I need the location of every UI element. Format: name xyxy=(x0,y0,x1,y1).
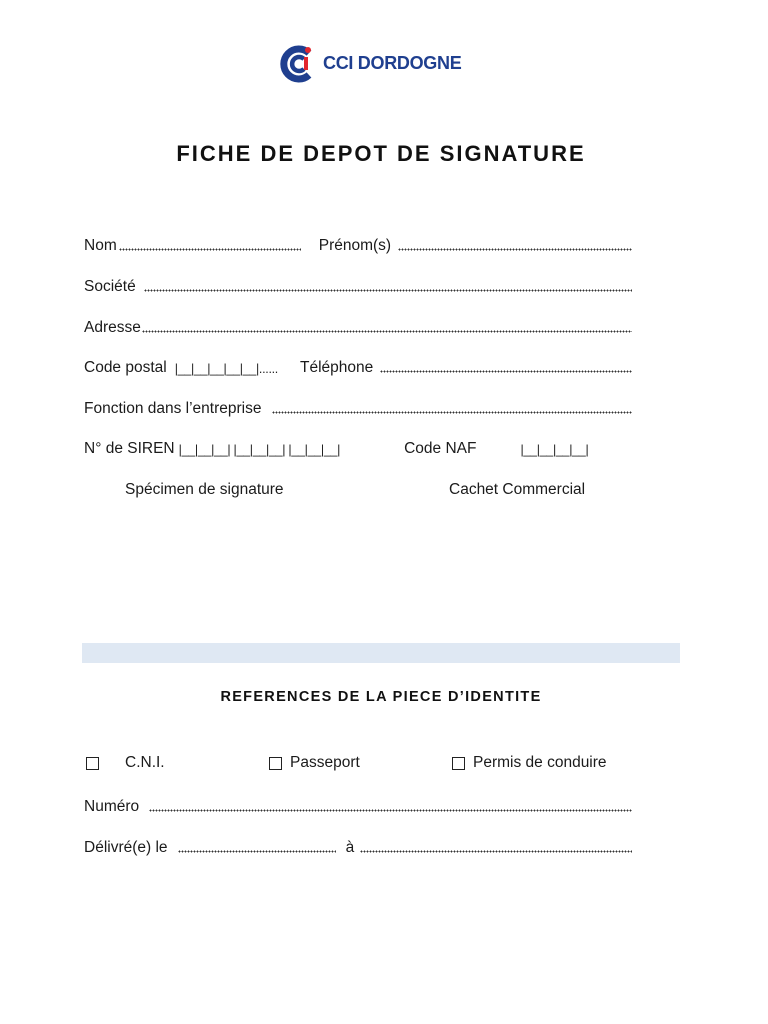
code-postal-label: Code postal xyxy=(84,359,167,376)
telephone-label: Téléphone xyxy=(299,359,374,376)
adresse-label: Adresse xyxy=(84,319,141,336)
section-divider-band xyxy=(82,643,680,663)
siren-row xyxy=(84,438,632,458)
cni-label: C.N.I. xyxy=(125,754,165,771)
passeport-label: Passeport xyxy=(290,754,360,771)
identity-section-title: REFERENCES DE LA PIECE D’IDENTITE xyxy=(220,689,542,705)
option-permis[interactable] xyxy=(452,754,607,772)
delivre-date-field[interactable] xyxy=(178,850,336,853)
code-postal-field[interactable]: |__|__|__|__|__|...... xyxy=(174,362,278,376)
fonction-row xyxy=(84,398,632,418)
delivre-row xyxy=(84,837,632,857)
societe-row xyxy=(84,276,632,296)
delivre-label: Délivré(e) le xyxy=(84,839,168,856)
numero-label: Numéro xyxy=(84,798,140,815)
signature-area[interactable] xyxy=(84,505,384,635)
cachet-commercial-label: Cachet Commercial xyxy=(449,481,586,498)
cachet-area[interactable] xyxy=(400,505,680,635)
societe-field[interactable] xyxy=(144,289,632,292)
permis-label: Permis de conduire xyxy=(473,754,607,771)
code-naf-label: Code NAF xyxy=(404,440,477,457)
numero-row xyxy=(84,796,632,816)
nom-field[interactable] xyxy=(119,248,301,251)
fonction-field[interactable] xyxy=(272,411,633,414)
page-title: FICHE DE DEPOT DE SIGNATURE xyxy=(176,141,586,166)
numero-field[interactable] xyxy=(149,809,632,812)
a-label: à xyxy=(345,839,355,856)
specimen-signature-label: Spécimen de signature xyxy=(125,481,284,498)
societe-label: Société xyxy=(84,278,136,295)
adresse-row xyxy=(84,317,632,337)
delivre-place-field[interactable] xyxy=(360,850,632,853)
nom-label: Nom xyxy=(84,237,117,254)
prenom-field[interactable] xyxy=(398,248,632,251)
option-cni[interactable] xyxy=(86,754,165,772)
code-naf-field[interactable]: |__|__|__|__| xyxy=(520,443,589,457)
cci-logo xyxy=(278,44,478,84)
name-row xyxy=(84,235,632,255)
cni-checkbox[interactable] xyxy=(86,757,99,770)
adresse-field[interactable] xyxy=(142,330,632,333)
cci-logo-icon xyxy=(278,44,318,84)
passeport-checkbox[interactable] xyxy=(269,757,282,770)
siren-field[interactable]: |__|__|__| |__|__|__| |__|__|__| xyxy=(178,443,341,457)
prenom-label: Prénom(s) xyxy=(318,237,392,254)
option-passeport[interactable] xyxy=(269,754,360,772)
telephone-field[interactable] xyxy=(380,370,632,373)
siren-label: N° de SIREN xyxy=(84,440,175,457)
permis-checkbox[interactable] xyxy=(452,757,465,770)
postal-row xyxy=(84,357,632,377)
logo-text: CCI DORDOGNE xyxy=(323,53,462,73)
fonction-label: Fonction dans l’entreprise xyxy=(84,400,262,417)
